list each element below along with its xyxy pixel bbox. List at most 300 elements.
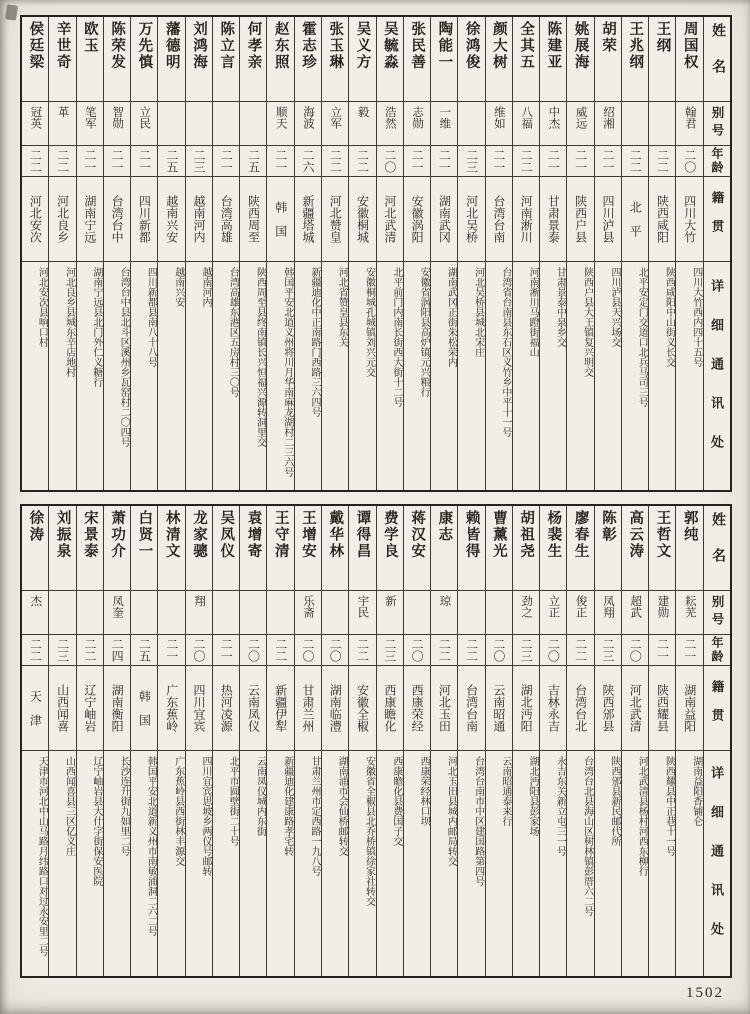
entry-age: 二三 — [377, 635, 403, 666]
entry-alias: 立正 — [540, 591, 566, 635]
entry-name: 戴华林 — [322, 506, 348, 591]
entry-age: 二三 — [49, 635, 75, 666]
entry-address: 陕西耀县中正巷十一号 — [663, 756, 675, 856]
entry-age: 二二 — [22, 635, 48, 666]
entry-name: 王兆纲 — [622, 17, 648, 102]
entry-age: 二一 — [404, 146, 430, 177]
entry-address: 西康荣经林口坝 — [418, 756, 430, 826]
entry-name: 刘振泉 — [49, 506, 75, 591]
entry-address: 湖南浦市会仙桥邮转交 — [336, 756, 348, 856]
entry-column — [457, 17, 484, 490]
entry-column — [430, 506, 457, 976]
entry-origin: 新疆塔城 — [295, 177, 321, 262]
entry-column — [348, 506, 375, 976]
entry-name: 姚展海 — [567, 17, 593, 102]
entry-alias: 翔 — [186, 591, 212, 635]
entry-address: 湖北沔阳县彭家场 — [527, 756, 539, 836]
entry-name: 全其五 — [513, 17, 539, 102]
entry-alias: 冠英 — [22, 102, 48, 146]
entry-column — [321, 506, 348, 976]
entry-address: 云南凤仪城内东街 — [254, 756, 266, 836]
entry-address: 河北吴桥县城北宋庄 — [472, 267, 484, 357]
entry-age: 二一 — [77, 146, 103, 177]
entry-age: 二〇 — [186, 635, 212, 666]
entry-age: 二〇 — [676, 146, 702, 177]
entry-column — [103, 506, 130, 976]
entry-age: 二一 — [213, 635, 239, 666]
entry-alias: 威远 — [567, 102, 593, 146]
entry-age: 二一 — [104, 146, 130, 177]
entry-age: 二三 — [458, 146, 484, 177]
entry-age: 二二 — [349, 635, 375, 666]
entry-name: 徐涛 — [22, 506, 48, 591]
directory-table-bottom — [20, 504, 732, 978]
entry-alias: 海波 — [295, 102, 321, 146]
entry-age: 二五 — [158, 146, 184, 177]
entry-column — [294, 506, 321, 976]
entry-column — [376, 506, 403, 976]
entry-origin: 河北安次 — [22, 177, 48, 262]
entry-age: 二〇 — [486, 635, 512, 666]
entry-name: 王增安 — [295, 506, 321, 591]
entry-name: 吴毓淼 — [377, 17, 403, 102]
entry-origin: 天 津 — [22, 666, 48, 751]
entry-column — [621, 17, 648, 490]
entry-origin: 台湾台北 — [567, 666, 593, 751]
entry-name: 康志 — [431, 506, 457, 591]
entry-name: 辛世奇 — [49, 17, 75, 102]
entry-alias — [158, 591, 184, 635]
entry-address: 河北玉田县城内邮局转交 — [445, 756, 457, 866]
entry-age: 二六 — [295, 146, 321, 177]
entry-alias: 乐斋 — [295, 591, 321, 635]
entry-address: 北平前门内南长街西大街十二号 — [390, 267, 402, 407]
entry-name: 宋景泰 — [77, 506, 103, 591]
entry-column — [185, 506, 212, 976]
entry-age: 二二 — [77, 635, 103, 666]
entry-origin: 甘肃景泰 — [540, 177, 566, 262]
entry-name: 郭纯 — [676, 506, 702, 591]
entry-name: 万先慎 — [131, 17, 157, 102]
entry-alias — [458, 591, 484, 635]
entry-origin: 湖北沔阳 — [513, 666, 539, 751]
entry-alias — [131, 591, 157, 635]
entry-name: 徐鸿俊 — [458, 17, 484, 102]
entry-age: 二二 — [622, 146, 648, 177]
entry-column — [348, 17, 375, 490]
entry-column — [48, 506, 75, 976]
entry-address: 河北安次县响口村 — [36, 267, 48, 347]
entry-name: 侯廷梁 — [22, 17, 48, 102]
entry-age: 二二 — [431, 635, 457, 666]
entry-alias: 志勋 — [404, 102, 430, 146]
entry-column — [157, 17, 184, 490]
entry-age: 二二 — [513, 146, 539, 177]
entry-name: 萧功介 — [104, 506, 130, 591]
entry-name: 龙家骢 — [186, 506, 212, 591]
entry-origin: 辽宁岫岩 — [77, 666, 103, 751]
entry-age: 二二 — [22, 146, 48, 177]
entry-alias — [649, 102, 675, 146]
entry-age: 二一 — [595, 146, 621, 177]
entry-address: 台湾省台南县东石区义竹乡中平十一号 — [499, 267, 511, 437]
entry-address: 天津市河北中山马路月纬路口对过永安里二号 — [36, 756, 48, 956]
entry-column — [485, 17, 512, 490]
entry-alias: 凤奎 — [104, 591, 130, 635]
entry-alias — [213, 591, 239, 635]
entry-address: 甘肃兰州市定西路一九八号 — [309, 756, 321, 876]
entry-column — [566, 17, 593, 490]
entry-column — [539, 17, 566, 490]
header-origin: 籍贯 — [704, 177, 730, 262]
entry-address: 湖南武冈正街朱松荣内 — [445, 267, 457, 367]
entry-age: 二五 — [131, 635, 157, 666]
entry-address: 四川泸县天兴场交 — [608, 267, 620, 347]
entry-origin: 河北吴桥 — [458, 177, 484, 262]
entry-name: 杨裴生 — [540, 506, 566, 591]
entry-age: 二二 — [649, 146, 675, 177]
entry-column — [566, 506, 593, 976]
header-age: 年龄 — [704, 635, 730, 666]
entry-origin: 台湾台南 — [486, 177, 512, 262]
entry-address: 台湾高雄东港区五房村三〇号 — [227, 267, 239, 397]
entry-age: 二四 — [104, 635, 130, 666]
entry-address: 永吉东关新立屯三一号 — [554, 756, 566, 856]
entry-origin: 西康瞻化 — [377, 666, 403, 751]
entry-origin: 云南凤仪 — [240, 666, 266, 751]
entry-address: 台湾台北县海山区树林镇彭厝六二号 — [581, 756, 593, 916]
entry-name: 颜大树 — [486, 17, 512, 102]
entry-alias: 新 — [377, 591, 403, 635]
entry-column — [239, 506, 266, 976]
entry-origin: 热河凌源 — [213, 666, 239, 751]
entry-age: 二一 — [131, 146, 157, 177]
entry-name: 王守清 — [267, 506, 293, 591]
entry-column — [266, 17, 293, 490]
entry-alias: 智勋 — [104, 102, 130, 146]
entry-name: 刘鸿海 — [186, 17, 212, 102]
entry-age: 二三 — [595, 635, 621, 666]
entry-alias — [404, 591, 430, 635]
entry-alias: 毅 — [349, 102, 375, 146]
entry-column — [594, 17, 621, 490]
entry-name: 王纲 — [649, 17, 675, 102]
scan-artifact-mark — [5, 4, 18, 20]
entry-origin: 湖南临澧 — [322, 666, 348, 751]
entry-alias: 革 — [49, 102, 75, 146]
entry-address: 安徽省涡阳县高炉镇元兴粮行 — [418, 267, 430, 397]
entry-age: 二〇 — [540, 635, 566, 666]
entry-address: 安徽桐城孔城镇刘兴元交 — [363, 267, 375, 377]
header-age: 年龄 — [704, 146, 730, 177]
entry-origin: 四川宜宾 — [186, 666, 212, 751]
entry-alias: 建勋 — [649, 591, 675, 635]
entry-origin: 吉林永吉 — [540, 666, 566, 751]
entry-origin: 陕西邠县 — [595, 666, 621, 751]
entry-address: 辽宁岫岩县大什字街保安医院 — [90, 756, 102, 886]
entry-name: 费学良 — [377, 506, 403, 591]
entry-alias — [486, 591, 512, 635]
entry-alias: 一维 — [431, 102, 457, 146]
entry-column — [185, 17, 212, 490]
entry-column — [103, 17, 130, 490]
entry-address: 台湾台南市中区建国路第四号 — [472, 756, 484, 886]
header-column — [703, 17, 730, 490]
entry-alias — [77, 591, 103, 635]
entry-column — [294, 17, 321, 490]
entry-name: 赖皆得 — [458, 506, 484, 591]
entry-origin: 台湾台中 — [104, 177, 130, 262]
entry-alias: 琼 — [431, 591, 457, 635]
entry-address: 西康瞻化县费国子交 — [390, 756, 402, 846]
entry-name: 周国权 — [676, 17, 702, 102]
entry-origin: 安徽全椒 — [349, 666, 375, 751]
entry-age: 二二 — [49, 146, 75, 177]
entry-age: 二一 — [649, 635, 675, 666]
entry-origin: 西康荣经 — [404, 666, 430, 751]
entry-age: 二一 — [486, 146, 512, 177]
entry-origin: 陕西咸阳 — [649, 177, 675, 262]
entry-address: 陕西咸阳中山街义长交 — [663, 267, 675, 367]
entry-name: 蒋汉安 — [404, 506, 430, 591]
entry-address: 湖南宁远县北门外仁义糖行 — [90, 267, 102, 387]
entry-origin: 陕西周至 — [240, 177, 266, 262]
entry-alias — [622, 102, 648, 146]
entry-column — [76, 506, 103, 976]
entry-alias: 笔军 — [77, 102, 103, 146]
entry-name: 王哲文 — [649, 506, 675, 591]
entry-age: 二二 — [349, 146, 375, 177]
entry-origin: 河北武清 — [622, 666, 648, 751]
entry-origin: 山西闻喜 — [49, 666, 75, 751]
entry-column — [266, 506, 293, 976]
entry-age: 二一 — [431, 146, 457, 177]
entry-age: 二三 — [513, 635, 539, 666]
entry-address: 新疆迪化建康路孝宅转 — [281, 756, 293, 856]
header-name: 姓名 — [704, 17, 730, 102]
entry-address: 湖南益阳香铺仑 — [690, 756, 702, 826]
entry-origin: 甘肃兰州 — [295, 666, 321, 751]
entry-name: 张民善 — [404, 17, 430, 102]
entry-address: 四川宜宾思坡乡两仪号邮转 — [199, 756, 211, 876]
entry-origin: 湖南宁远 — [77, 177, 103, 262]
entry-origin: 韩 国 — [267, 177, 293, 262]
entry-alias: 立军 — [322, 102, 348, 146]
entry-origin: 河北赞皇 — [322, 177, 348, 262]
entry-origin: 越南兴安 — [158, 177, 184, 262]
entry-name: 陈立言 — [213, 17, 239, 102]
entry-origin: 四川泸县 — [595, 177, 621, 262]
header-address: 详细通讯处 — [709, 766, 724, 961]
entry-age: 二一 — [540, 146, 566, 177]
entry-origin: 湖南衡阳 — [104, 666, 130, 751]
entry-alias: 翰君 — [676, 102, 702, 146]
entry-name: 林清文 — [158, 506, 184, 591]
entry-column — [485, 506, 512, 976]
entry-alias: 杰 — [22, 591, 48, 635]
entry-alias: 劲之 — [513, 591, 539, 635]
entry-origin: 河南淅川 — [513, 177, 539, 262]
entry-name: 高云涛 — [622, 506, 648, 591]
entry-address: 河北省赞皇县东关 — [336, 267, 348, 347]
entry-age: 二二 — [458, 635, 484, 666]
entry-column — [648, 506, 675, 976]
entry-column — [212, 17, 239, 490]
entry-column — [157, 506, 184, 976]
entry-column — [621, 506, 648, 976]
entry-alias — [158, 102, 184, 146]
entry-origin: 越南河内 — [186, 177, 212, 262]
entry-name: 吴凤仪 — [213, 506, 239, 591]
entry-name: 胡荣 — [595, 17, 621, 102]
directory-table-top — [20, 15, 732, 492]
entry-address: 四川新都县南八十八号 — [145, 267, 157, 367]
entry-name: 袁增寄 — [240, 506, 266, 591]
entry-alias: 中杰 — [540, 102, 566, 146]
entry-alias — [267, 591, 293, 635]
entry-name: 陈彰 — [595, 506, 621, 591]
entry-origin: 河北武清 — [377, 177, 403, 262]
entry-name: 曹薰光 — [486, 506, 512, 591]
entry-age: 二一 — [158, 635, 184, 666]
entry-column — [403, 506, 430, 976]
entry-origin: 韩 国 — [131, 666, 157, 751]
entry-alias — [322, 591, 348, 635]
entry-column — [212, 506, 239, 976]
entry-alias — [240, 591, 266, 635]
entry-address: 越南兴安 — [172, 267, 184, 307]
entry-column — [430, 17, 457, 490]
entry-age: 二二 — [322, 146, 348, 177]
page-number: 1502 — [686, 985, 724, 1001]
entry-column — [675, 17, 702, 490]
entry-name: 何孝亲 — [240, 17, 266, 102]
entry-alias — [458, 102, 484, 146]
entry-address: 甘肃景泰中泉乡交 — [554, 267, 566, 347]
entry-age: 二一 — [676, 635, 702, 666]
entry-age: 二〇 — [404, 635, 430, 666]
entry-origin: 湖南武冈 — [431, 177, 457, 262]
entry-age: 二〇 — [295, 635, 321, 666]
entry-alias: 维如 — [486, 102, 512, 146]
entry-origin: 新疆伊犁 — [267, 666, 293, 751]
entry-alias: 八福 — [513, 102, 539, 146]
entry-origin: 安徽桐城 — [349, 177, 375, 262]
entry-name: 陈建亚 — [540, 17, 566, 102]
entry-age: 二〇 — [377, 146, 403, 177]
entry-age: 二二 — [267, 635, 293, 666]
header-column — [703, 506, 730, 976]
entry-alias — [213, 102, 239, 146]
entry-alias: 浩然 — [377, 102, 403, 146]
entry-column — [239, 17, 266, 490]
entry-address: 越南河内 — [199, 267, 211, 307]
entry-address: 陕西邠县新民邮代所 — [608, 756, 620, 846]
entry-alias — [186, 102, 212, 146]
entry-address: 四川大竹西内四十五号 — [690, 267, 702, 367]
header-origin: 籍贯 — [704, 666, 730, 751]
entry-origin: 安徽涡阳 — [404, 177, 430, 262]
entry-age: 二三 — [186, 146, 212, 177]
entry-column — [403, 17, 430, 490]
entry-origin: 广东蕉岭 — [158, 666, 184, 751]
entry-name: 霍志珍 — [295, 17, 321, 102]
entry-address: 河北武清县杨村河西东柳行 — [636, 756, 648, 876]
entry-address: 河北良乡县城东辛店地村 — [63, 267, 75, 377]
entry-origin: 河北良乡 — [49, 177, 75, 262]
entry-age: 二五 — [240, 146, 266, 177]
entry-name: 藩德明 — [158, 17, 184, 102]
entry-name: 陶能一 — [431, 17, 457, 102]
entry-column — [539, 506, 566, 976]
entry-origin: 陕西户县 — [567, 177, 593, 262]
entry-column — [675, 506, 702, 976]
entry-column — [594, 506, 621, 976]
entry-alias: 俊正 — [567, 591, 593, 635]
entry-column — [130, 17, 157, 490]
entry-age: 二〇 — [322, 635, 348, 666]
entry-name: 陈荣发 — [104, 17, 130, 102]
entry-address: 云南昭通泰来行 — [499, 756, 511, 826]
entry-address: 台湾台中县北斗区溪州乡瓦窑村二〇四号 — [118, 267, 130, 447]
entry-address: 韩国平安北道新义州市南敏浦洞二六二号 — [145, 756, 157, 936]
header-alias: 别号 — [704, 102, 730, 146]
entry-age: 二一 — [267, 146, 293, 177]
entry-origin: 河北玉田 — [431, 666, 457, 751]
entry-origin: 四川新都 — [131, 177, 157, 262]
entry-address: 陕西户县大王镇复兴明交 — [581, 267, 593, 377]
entry-column — [457, 506, 484, 976]
entry-column — [321, 17, 348, 490]
entry-alias: 凤翔 — [595, 591, 621, 635]
entry-name: 廖春生 — [567, 506, 593, 591]
entry-origin: 四川大竹 — [676, 177, 702, 262]
entry-address: 山西闻喜县三区亿义庄 — [63, 756, 75, 856]
entry-alias: 超武 — [622, 591, 648, 635]
entry-alias: 宇民 — [349, 591, 375, 635]
entry-address: 长沙连升街九如里二号 — [118, 756, 130, 856]
entry-name: 欧玉 — [77, 17, 103, 102]
entry-address: 广东蕉岭县西街林丰源交 — [172, 756, 184, 866]
entry-origin: 云南昭通 — [486, 666, 512, 751]
entry-column — [22, 17, 48, 490]
entry-column — [376, 17, 403, 490]
entry-alias: 耘芜 — [676, 591, 702, 635]
entry-column — [648, 17, 675, 490]
entry-alias: 顺天 — [267, 102, 293, 146]
entry-origin: 湖南益阳 — [676, 666, 702, 751]
entry-name: 吴义方 — [349, 17, 375, 102]
entry-name: 赵东照 — [267, 17, 293, 102]
entry-column — [130, 506, 157, 976]
entry-name: 胡祖尧 — [513, 506, 539, 591]
entry-address: 河南淅川马蹬街福山 — [527, 267, 539, 357]
entry-age: 二〇 — [622, 635, 648, 666]
entry-address: 陕西周至县终南镇长兴恒福兴源转洞里交 — [254, 267, 266, 447]
header-address: 详细通讯处 — [709, 278, 724, 474]
entry-column — [76, 17, 103, 490]
entry-age: 二一 — [213, 146, 239, 177]
entry-column — [512, 17, 539, 490]
entry-origin: 陕西耀县 — [649, 666, 675, 751]
header-alias: 别号 — [704, 591, 730, 635]
entry-address: 韩国平安北道义州将川月华南麻龙湖村二三六号 — [281, 267, 293, 477]
entry-alias — [240, 102, 266, 146]
entry-origin: 北 平 — [622, 177, 648, 262]
entry-address: 安徽省全椒县北乔桥镇徐家社转交 — [363, 756, 375, 906]
entry-name: 张玉琳 — [322, 17, 348, 102]
entry-age: 二〇 — [240, 635, 266, 666]
